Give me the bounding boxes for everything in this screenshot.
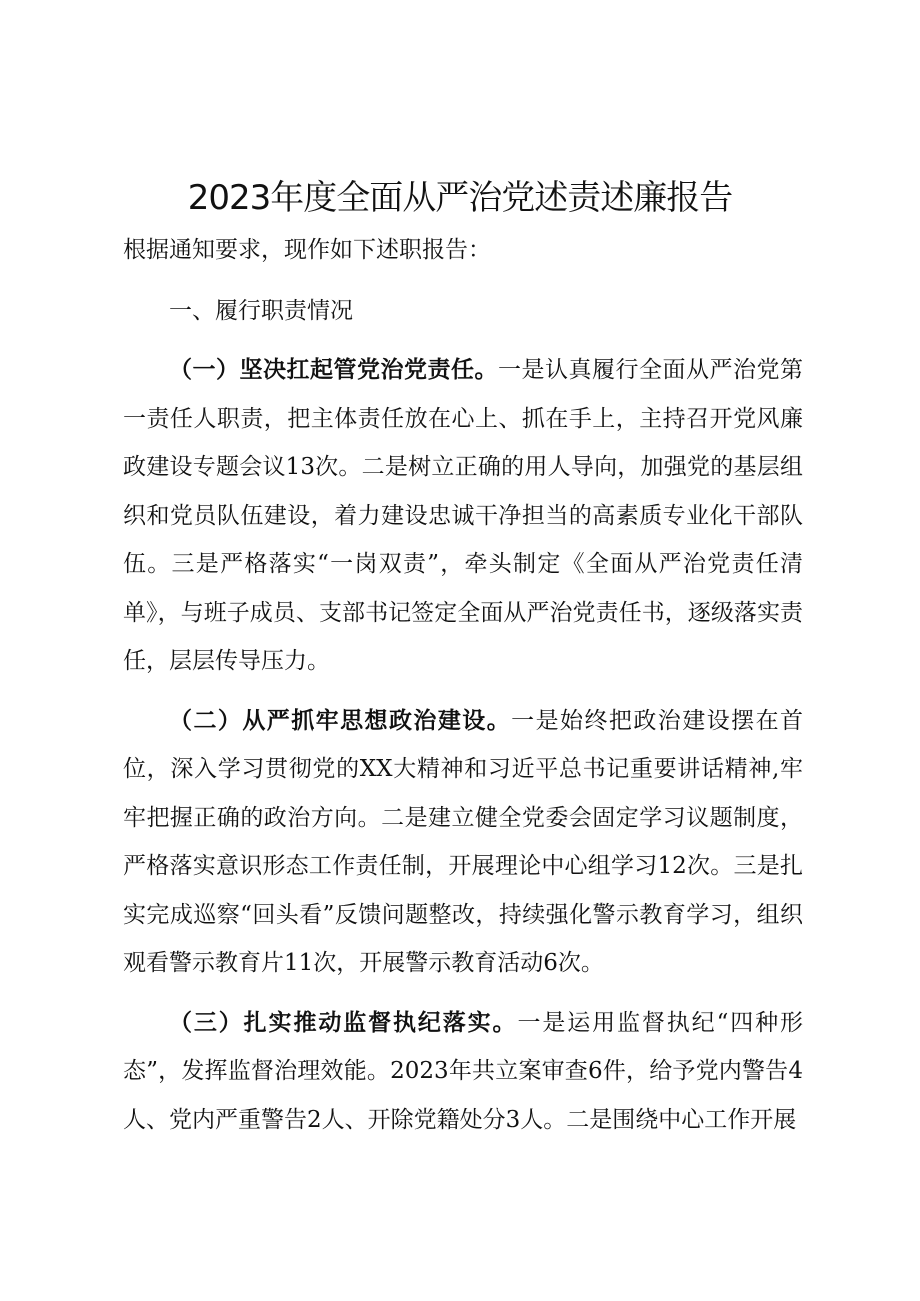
paragraph-1 — [123, 346, 803, 686]
paragraph-1-lead: （一）坚决扛起管党治党责任。 — [169, 357, 498, 383]
document-body — [123, 226, 803, 1144]
intro-paragraph: 根据通知要求，现作如下述职报告： — [123, 237, 491, 263]
paragraph-2-lead: （二）从严抓牢思想政治建设。 — [169, 707, 512, 734]
paragraph-3-lead: （三）扎实推动监督执纪落实。 — [169, 1009, 518, 1036]
paragraph-1-text: 一是认真履行全面从严治党第一责任人职责，把主体责任放在心上、抓在手上，主持召开党风廉政建设专题会议13次。二是树立正确的用人导向，加强党的基层组织和党员队伍建设，着力建设忠诚干净担当的高素质专业化干部队伍。三是严格落实“一岗双责”，牵头制定《全面从严治党责任清单》，与班子成员、支部书记签定全面从严治党责任书，逐级落实责任，层层传导压力。 — [123, 357, 803, 674]
section-heading: 一、履行职责情况 — [169, 297, 353, 324]
paragraph-2-text: 一是始终把政治建设摆在首位，深入学习贯彻党的XX大精神和习近平总书记重要讲话精神,牢牢把握正确的政治方向。二是建立健全党委会固定学习议题制度，严格落实意识形态工作责任制，开展理论中心组学习12次。三是扎实完成巡察“回头看”反馈问题整改，持续强化警示教育学习，组织观看警示教育片11次，开展警示教育活动6次。 — [123, 707, 804, 976]
paragraph-2 — [123, 697, 803, 988]
page-title: 2023年度全面从严治党述责述廉报告 — [187, 178, 733, 218]
paragraph-3 — [123, 999, 803, 1145]
paragraph-3-text: 一是运用监督执纪“四种形态”，发挥监督治理效能。2023年共立案审查6件，给予党内警告4人、党内严重警告2人、开除党籍处分3人。二是围绕中心工作开展 — [123, 1009, 803, 1133]
